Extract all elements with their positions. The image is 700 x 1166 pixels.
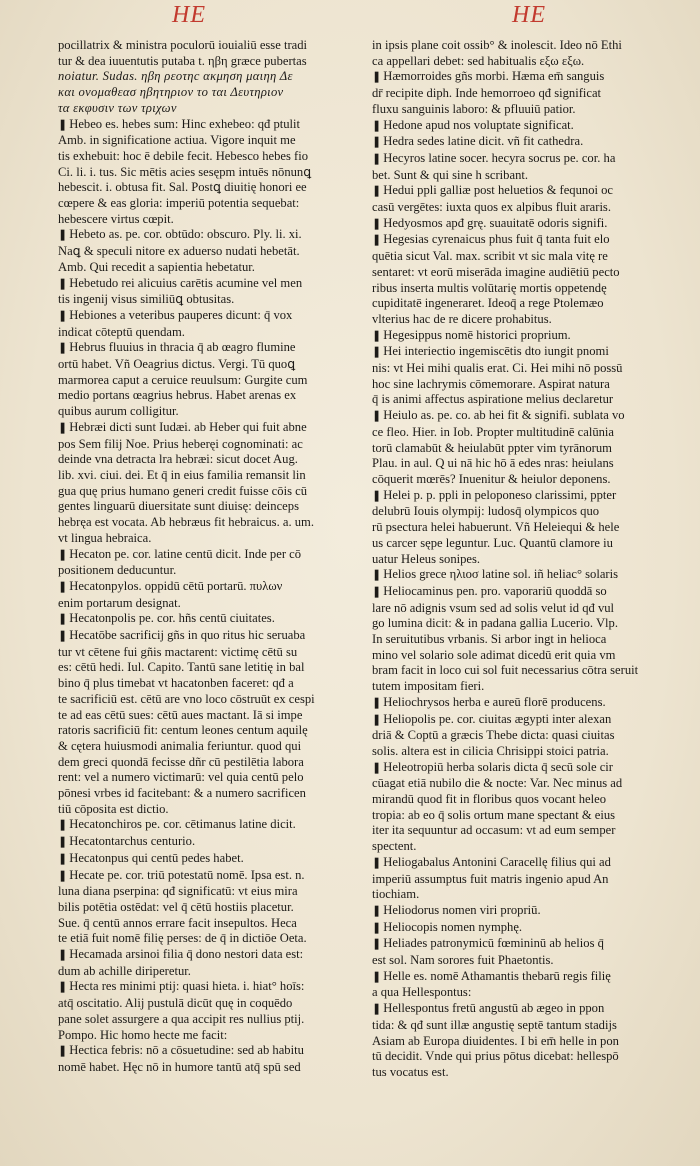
text-line: tū decidit. Vnde qui prius pōtus dicebat: hellespō [372,1049,619,1064]
dictionary-entry-line: ❚ Heliopolis pe. cor. ciuitas ægypti inter alexan [372,712,666,729]
dictionary-entry-line: ❚ Hei interiectio ingemiscētis dto iungit pnomi [372,344,666,361]
text-line: Naꝗ & speculi nitore ex aduerso nudati hebetāt. [58,244,300,259]
text-line: marmorea caput a ceruice reuulsum: Gurgite cum [58,372,308,387]
text-line: te ad eas cētū sues: cētū aues mactant. Iā si impe [58,707,303,722]
text-line: pos Sem filij Noe. Prius heberęi cognominati: ac [58,436,303,451]
dictionary-entry-line: ❚ Helios grece ηλιοσ latine sol. iñ heliac° solaris [372,567,666,584]
text-line: Amb. in significatione actiua. Vigore inquit me [58,133,296,148]
text-line: dem greci quondā fecisse dñr cū pestilētia labora [58,754,304,769]
text-line: atq̄ oscitatio. Alij pustulā dicūt quę in coquēdo [58,996,293,1011]
dictionary-entry-line: ❚ Hecatontarchus centurio. [58,834,360,851]
text-line: quētia sicut Val. max. scribit vt sic mala vitę re [372,249,608,264]
dictionary-entry-line: ❚ Hebrus fluuius in thracia q̄ ab œagro flumine [58,340,360,357]
text-line: τα εκφυσιν των τριχων [58,100,177,115]
dictionary-entry-line: ❚ Hedui ppli galliæ post heluetios & fequnoi oc [372,183,666,200]
dictionary-entry-line: ❚ Heliades patronymicū fœmininū ab helios q̄ [372,936,666,953]
dictionary-entry-line: ❚ Heliodorus nomen viri propriū. [372,903,666,920]
text-line: mino vel solario sole adimat dicedū erit quia vm [372,647,616,662]
dictionary-entry-line: ❚ Heiulo as. pe. co. ab hei fit & signifi. sublata vo [372,408,666,425]
text-line: fluxu sanguinis laboro: & pfluuiū patior. [372,101,576,116]
text-line: tiū cōposita est dictio. [58,801,169,816]
text-line: positionem deducuntur. [58,563,177,578]
text-line: lib. xvi. ciui. dei. Et q̄ in eius familia remansit lin [58,467,306,482]
text-line: pōnesi vrbes id facitebant: & a numero sacrificen [58,786,306,801]
text-line: tis exhebuit: hoc ē debile fecit. Hebesco hebes fio [58,148,309,163]
text-line: q̄ is animi affectus aspiratione melius declaretur [372,392,614,407]
text-line: tur & dea iuuentutis putaba t. ηβη græce pubertas [58,53,307,68]
text-line: quibus aurum colligitur. [58,404,179,419]
text-line: Plau. in aul. Q ui nā hic hō ā edes nras: heiulans [372,456,614,471]
text-line: indicat cōteptū quendam. [58,324,185,339]
text-line: tutem impositam fieri. [372,679,485,694]
dictionary-entry-line: ❚ Heliocaminus pen. pro. vaporariū quoddā so [372,584,666,601]
text-line: us carcer sępe leguntur. Luc. Quantū clamore iu [372,535,613,550]
text-line: dum ab achille diriperetur. [58,963,191,978]
text-line: lare nō adignis vsum sed ad solis velut id qđ vul [372,600,615,615]
text-line: luna diana pserpina: qđ significatū: vt eius mira [58,884,298,899]
text-line: tus vocatus est. [372,1065,449,1079]
dictionary-entry-line: ❚ Hedra sedes latine dicit. vñ fit cathedra. [372,134,666,151]
text-line: hebręa est vocata. Ab hebræus fit hebraicus. a. um. [58,515,314,530]
dictionary-entry-line: ❚ Hæmorroides gñs morbi. Hæma em̄ sanguis [372,69,666,86]
dictionary-entry-line: ❚ Heliochrysos herba e aureū florē producens. [372,695,666,712]
dictionary-entry-line: ❚ Heleotropiū herba solaris dicta q̄ secū sole cir [372,760,666,777]
dictionary-entry-line: ❚ Hegesippus nomē historici proprium. [372,328,666,345]
text-line: sentaret: vt eorū miserāda imagine audiētiū pecto [372,264,620,279]
text-line: gua quę prius humano generi credit fuisse cōis cū [58,483,308,498]
text-line: Amb. Qui recedit a sapientia hebetatur. [58,259,255,274]
dictionary-entry-line: ❚ Hecate pe. cor. triū potestatū nomē. Ipsa est. n. [58,868,360,885]
dictionary-entry-line: ❚ Hecatonpus qui centū pedes habet. [58,851,360,868]
text-line: tiochiam. [372,887,420,902]
text-line: deinde vna detracta lra hebræi: sicut docet Aug. [58,452,298,467]
text-line: in ipsis plane coit ossib° & inolescit. Ideo nō Ethi [372,38,622,52]
dictionary-entry-line: ❚ Hebræi dicti sunt Iudæi. ab Heber qui fuit abne [58,420,360,437]
text-line: medio portans œagrius hebrus. Habet arenas ex [58,388,297,403]
text-line: mirandū quod fit in floribus quos vocant heleo [372,792,606,807]
text-line: torū clamabūt & heiulabūt ppter vim tyrānorum [372,440,612,455]
text-line: solis. altera est in cilicia Chrisippi stoici patria. [372,743,609,758]
text-line: vt lingua hebraica. [58,530,152,545]
dictionary-entry-line: ❚ Hedone apud nos voluptate significat. [372,118,666,135]
text-line: In seruitutibus vrbanis. Si arbor ingt in helioca [372,632,607,647]
dictionary-entry-line: ❚ Hebeto as. pe. cor. obtūdo: obscuro. Ply. li. xi. [58,227,360,244]
text-line: nomē habet. Hęc nō in humore tantū atq̄ spū sed [58,1060,301,1074]
text-line: ce fleo. Hier. in Iob. Propter multitudinē calūnia [372,424,615,439]
text-line: bet. Sunt & qui sine h scribant. [372,167,529,182]
text-line: rent: vel a numero victimarū: vel quia centū pelo [58,770,304,785]
dictionary-entry-line: ❚ Hecatonpolis pe. cor. hñs centū ciuitates. [58,611,360,628]
text-line: uatur Heleus sonipes. [372,551,481,566]
dictionary-entry-line: ❚ Hecatonpylos. oppidū cētū portarū. πυλων [58,579,360,596]
dictionary-entry-line: ❚ Hedyosmos apđ grę. suauitatē odoris signifi. [372,216,666,233]
text-line: ribus inserta multis volūtarię mortis oppetendę [372,280,607,295]
dictionary-entry-line: ❚ Hellespontus fretū angustū ab ægeo in ppon [372,1001,666,1018]
text-line: iter ita sequuntur ad occasum: vt ad eum semper [372,823,616,838]
dictionary-entry-line: ❚ Hecta res minimi ptij: quasi hieta. i. hiat° hoīs: [58,979,360,996]
text-line: ratoris sacrificiū fit: centum leones centum aquilę [58,723,308,738]
text-line: hoc sine lachrymis cōmemorare. Aspirat natura [372,376,610,391]
text-line: est sol. Nam sorores fuit Phaetontis. [372,953,554,968]
dictionary-entry-line: ❚ Hebiones a veteribus pauperes dicunt: q̄ vox [58,308,360,325]
text-line: nis: vt Hei mihi qualis erat. Ci. Hei mihi nō possū [372,361,623,376]
folio-heading-right: HE [512,2,546,28]
text-line: te etiā fuit nomē filię perses: de q̄ in dictiōe Oeta. [58,931,307,946]
dictionary-entry-line: ❚ Hecamada arsinoi filia q̄ dono nestori data est: [58,947,360,964]
text-line: bino q̄ plus timebat vt hacatonben faceret: qđ a [58,676,294,691]
dictionary-entry-line: ❚ Heliocopis nomen nymphę. [372,920,666,937]
text-line: dr̄ recipite diph. Inde hemorroeo qđ significat [372,86,602,101]
right-text-column [372,38,666,1081]
dictionary-entry-line: ❚ Helle es. nomē Athamantis thebarū regis filię [372,969,666,986]
text-line: tropia: ab eo q̄ solis ortum mane spectant & eius [372,807,616,822]
left-text-column [58,38,360,1076]
dictionary-entry-line: ❚ Hecatōbe sacrificij gñs in quo ritus hic seruaba [58,628,360,645]
text-line: cœpere & eas gloria: imperiū potentia sequebat: [58,196,300,211]
text-line: a qua Hellespontus: [372,985,472,1000]
text-line: enim portarum designat. [58,595,181,610]
text-line: hebescere virtus cœpit. [58,211,174,226]
text-line: vlterius hac de re dicere prohabitus. [372,311,552,326]
dictionary-entry-line: ❚ Helei p. p. ppli in peloponeso clarissimi, ppter [372,488,666,505]
text-line: tis ingenij visus similiūꝗ obtusitas. [58,292,235,307]
text-line: te sacrificiū est. cētū are vno loco cōstruūt ex cespi [58,691,315,706]
text-line: hebescit. i. obtusa fit. Sal. Postꝗ diuitię honori ee [58,180,307,195]
text-line: και ονομαθεασ ηβητηριον το ται Δευτηριον [58,85,284,100]
text-line: ortū habet. Vñ Oeagrius dictus. Vergi. Tū quoꝗ [58,357,296,372]
text-line: gentes linguarū diuersitate sunt diuisę: deinceps [58,499,299,514]
dictionary-entry-line: ❚ Heliogabalus Antonini Caracellę filius qui ad [372,855,666,872]
dictionary-entry-line: ❚ Hebeo es. hebes sum: Hinc exhebeo: qđ ptulit [58,117,360,134]
text-line: es: cētū hedi. Iul. Capito. Tantū sane letitię in bal [58,660,305,675]
text-line: cupiditatē ingeneraret. Ideoq̄ a rege Ptolemæo [372,296,604,311]
text-line: & cętera huiusmodi animalia feriuntur. quod qui [58,738,302,753]
dictionary-entry-line: ❚ Hecatonchiros pe. cor. cētimanus latine dicit. [58,817,360,834]
text-line: rū psectura helei habuerunt. Vñ Heleiequi & hele [372,520,620,535]
text-line: noiatur. Sudas. ηβη ρεοτηc ακμηση μαιηη Δε [58,69,293,84]
dictionary-entry-line: ❚ Hecyros latine socer. hecyra socrus pe. cor. ha [372,151,666,168]
dictionary-entry-line: ❚ Hectica febris: nō a cōsuetudine: sed ab habitu [58,1043,360,1060]
dictionary-entry-line: ❚ Hegesias cyrenaicus phus fuit q̄ tanta fuit elo [372,232,666,249]
text-line: Asiam ab Europa diuidentes. I bi em̄ helle in pon [372,1033,619,1048]
text-line: tur vt cētene fui gñis mactarent: victimę cētū su [58,644,298,659]
text-line: cūagat etiā nubilo die & nocte: Var. Nec minus ad [372,776,623,791]
text-line: ca appellari debet: sed habitualis εξω εξω. [372,53,585,68]
text-line: go lumina dicit: & in padana gallia Lucerio. Vlp. [372,616,618,631]
text-line: tida: & qđ sunt illæ angustię septē tantum stadijs [372,1017,617,1032]
text-line: pocillatrix & ministra poculorū iouialiū esse tradi [58,38,308,52]
text-line: imperiū assumptus fuit matris ingenio apud An [372,871,609,886]
dictionary-entry-line: ❚ Hebetudo rei alicuius carētis acumine vel men [58,276,360,293]
text-line: bram facit in loco cui sol fuit necessarius cōtra seruit [372,663,639,678]
text-line: casū vergētes: iuxta quos ex alpibus fluit araris. [372,200,611,215]
text-line: cōquerit mœrēs? Inuenitur & heiulor deponens. [372,471,611,486]
folio-heading-left: HE [172,2,206,28]
text-line: Pompo. Hic homo hecte me facit: [58,1027,228,1042]
text-line: delubrū Iouis olympij: ludosq̄ olympicos quo [372,504,600,519]
text-line: pane solet assurgere a qua accipit res nullius ptij. [58,1011,305,1026]
text-line: Ci. li. i. tus. Sic mētis acies sesępm intuēs nōnunꝗ [58,164,312,179]
text-line: driā & Coptū a græcis Thebe dicta: quasi ciuitas [372,728,615,743]
text-line: Sue. q̄ centū annos errare facit insepultos. Heca [58,915,297,930]
dictionary-entry-line: ❚ Hecaton pe. cor. latine centū dicit. Inde per cō [58,547,360,564]
text-line: bilis potētia ostēdat: vel q̄ cētū hostiis placetur. [58,899,294,914]
text-line: spectent. [372,839,417,854]
